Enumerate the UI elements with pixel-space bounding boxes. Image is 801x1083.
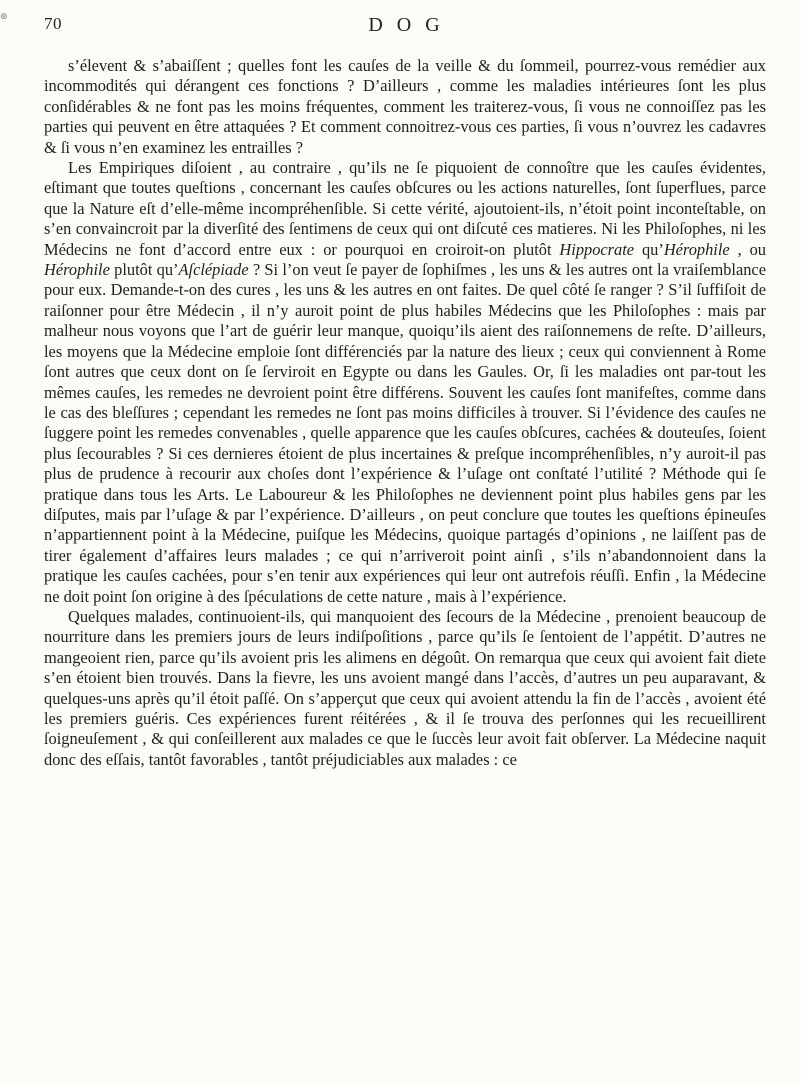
text-run: Quelques malades, continuoient-ils, qui manquoient des ſecours de la Médecine , prenoient beaucoup de nourriture dans les premiers jours de leurs indiſpoſitions , parce qu’ils ſe ſentoient de l’appétit. D’autres ne mangeoient rien, parce qu’ils avoient pris les alimens en dégoût. On remarqua que ceux qui avoient fait diete s’en étoient bien trouvés. Dans la fievre, les uns avoient mangé dans l’accès, d’autres un peu auparavant, & quelques-uns après qu’il étoit paſſé. On s’apperçut que ceux qui avoient attendu la fin de l’accès , avoient été les premiers guéris. Ces expériences furent réitérées , & il ſe trouva des perſonnes qui les recueillirent ſoigneuſement , & qui conſeillerent aux malades ce que le ſuccès leur avoit fait obſerver. La Médecine naquit donc des eſſais, tantôt favorables , tantôt préjudiciables aux malades : ce	[44, 606, 766, 769]
paragraph	[44, 607, 766, 770]
italic-name: Hippocrate	[559, 239, 635, 259]
italic-name: Hérophile	[663, 239, 730, 259]
text-run: plutôt qu’	[109, 260, 179, 280]
text-run: ? Si l’on veut ſe payer de ſophiſmes , les uns & les autres ont la vraiſemblance pour eux. Demande-t-on des cures , les uns & les autres en ont faites. De quel côté ſe ranger ? S’il ſuffiſoit de raiſonner pour être Médecin , il n’y auroit point de plus habiles Médecins que les Philoſophes : mais par malheur nous voyons que l’art de guérir leur manque, quoiqu’ils aient des raiſonnemens de reſte. D’ailleurs, les moyens que la Médecine emploie ſont différenciés par la nature des lieux ; ceux qui conviennent à Rome ſont autres que ceux dont on ſe ſerviroit en Egypte ou dans les Gaules. Or, ſi les maladies ont par-tout les mêmes cauſes, les remedes ne devroient point être différens. Souvent les cauſes ſont manifeſtes, comme dans le cas des bleſſures ; cependant les remedes ne ſont pas moins difficiles à trouver. Si l’évidence des cauſes ne ſuggere point les remedes convenables , quelle apparence que les cauſes obſcures, cachées & douteuſes, ſoient plus ſecourables ? Si ces dernieres étoient de plus incertaines & preſque incompréhenſibles, n’y auroit-il pas plus de prudence à recourir aux choſes dont l’expérience & l’uſage ont conſtaté l’utilité ? Méthode qui ſe pratique dans tous les Arts. Le Laboureur & les Philoſophes ne deviennent point plus habiles gens par les diſputes, mais par l’uſage & par l’expérience. D’ailleurs , on peut conclure que toutes les queſtions épineuſes n’appartiennent point à la Médecine, puiſque les Médecins, quoique partagés d’opinions , ne laiſſent pas de tirer également d’affaires leurs malades ; ce qui n’arriveroit point ainſi , s’ils n’abandonnoient dans la pratique les cauſes cachées, pour s’en tenir aux expériences qui leur ont autrefois réuſſi. Enfin , la Médecine ne doit point ſon origine à des ſpéculations de cette nature , mais à l’expérience.	[44, 260, 766, 606]
italic-name: Hérophile	[44, 260, 110, 280]
page-header	[44, 14, 764, 44]
page-number: 70	[44, 14, 62, 33]
paragraph	[44, 56, 766, 158]
text-run: Les Empiriques diſoient , au contraire , qu’ils ne ſe piquoient de connoître que les cauſes évidentes, eſtimant que toutes queſtions , concernant les cauſes obſcures ou les actions naturelles, ſont ſuperflues, parce que la Nature eſt d’elle-même incompréhenſible. Si cette vérité, ajoutoient-ils, n’étoit point inconteſtable, on s’en convaincroit par la diverſité des ſentimens de ceux qui ont diſcuté ces matieres. Ni les Philoſophes, ni les Médecins ne font d’accord entre eux : or pourquoi en croiroit-on plutôt	[44, 158, 766, 259]
corner-mark: ⊛	[0, 12, 8, 22]
body-text	[44, 56, 766, 770]
paragraph	[44, 158, 766, 607]
text-run: , ou	[729, 239, 767, 259]
text-run: s’élevent & s’abaiſſent ; quelles font les cauſes de la veille & du ſommeil, pourrez-vous remédier aux incommodités qui dérangent ces fonctions ? D’ailleurs , comme les maladies intérieures ſont les plus conſidérables & ne font pas les moins fréquentes, comment les traiterez-vous, ſi vous ne connoiſſez pas les parties qui peuvent en être attaquées ? Et comment connoitrez-vous ces parties, ſi vous n’ouvrez les cadavres & ſi vous n’en examinez les entrailles ?	[44, 56, 766, 157]
italic-name: Aſclépiade	[178, 260, 249, 280]
text-run: qu’	[634, 239, 664, 259]
running-head: DOG	[368, 14, 454, 36]
